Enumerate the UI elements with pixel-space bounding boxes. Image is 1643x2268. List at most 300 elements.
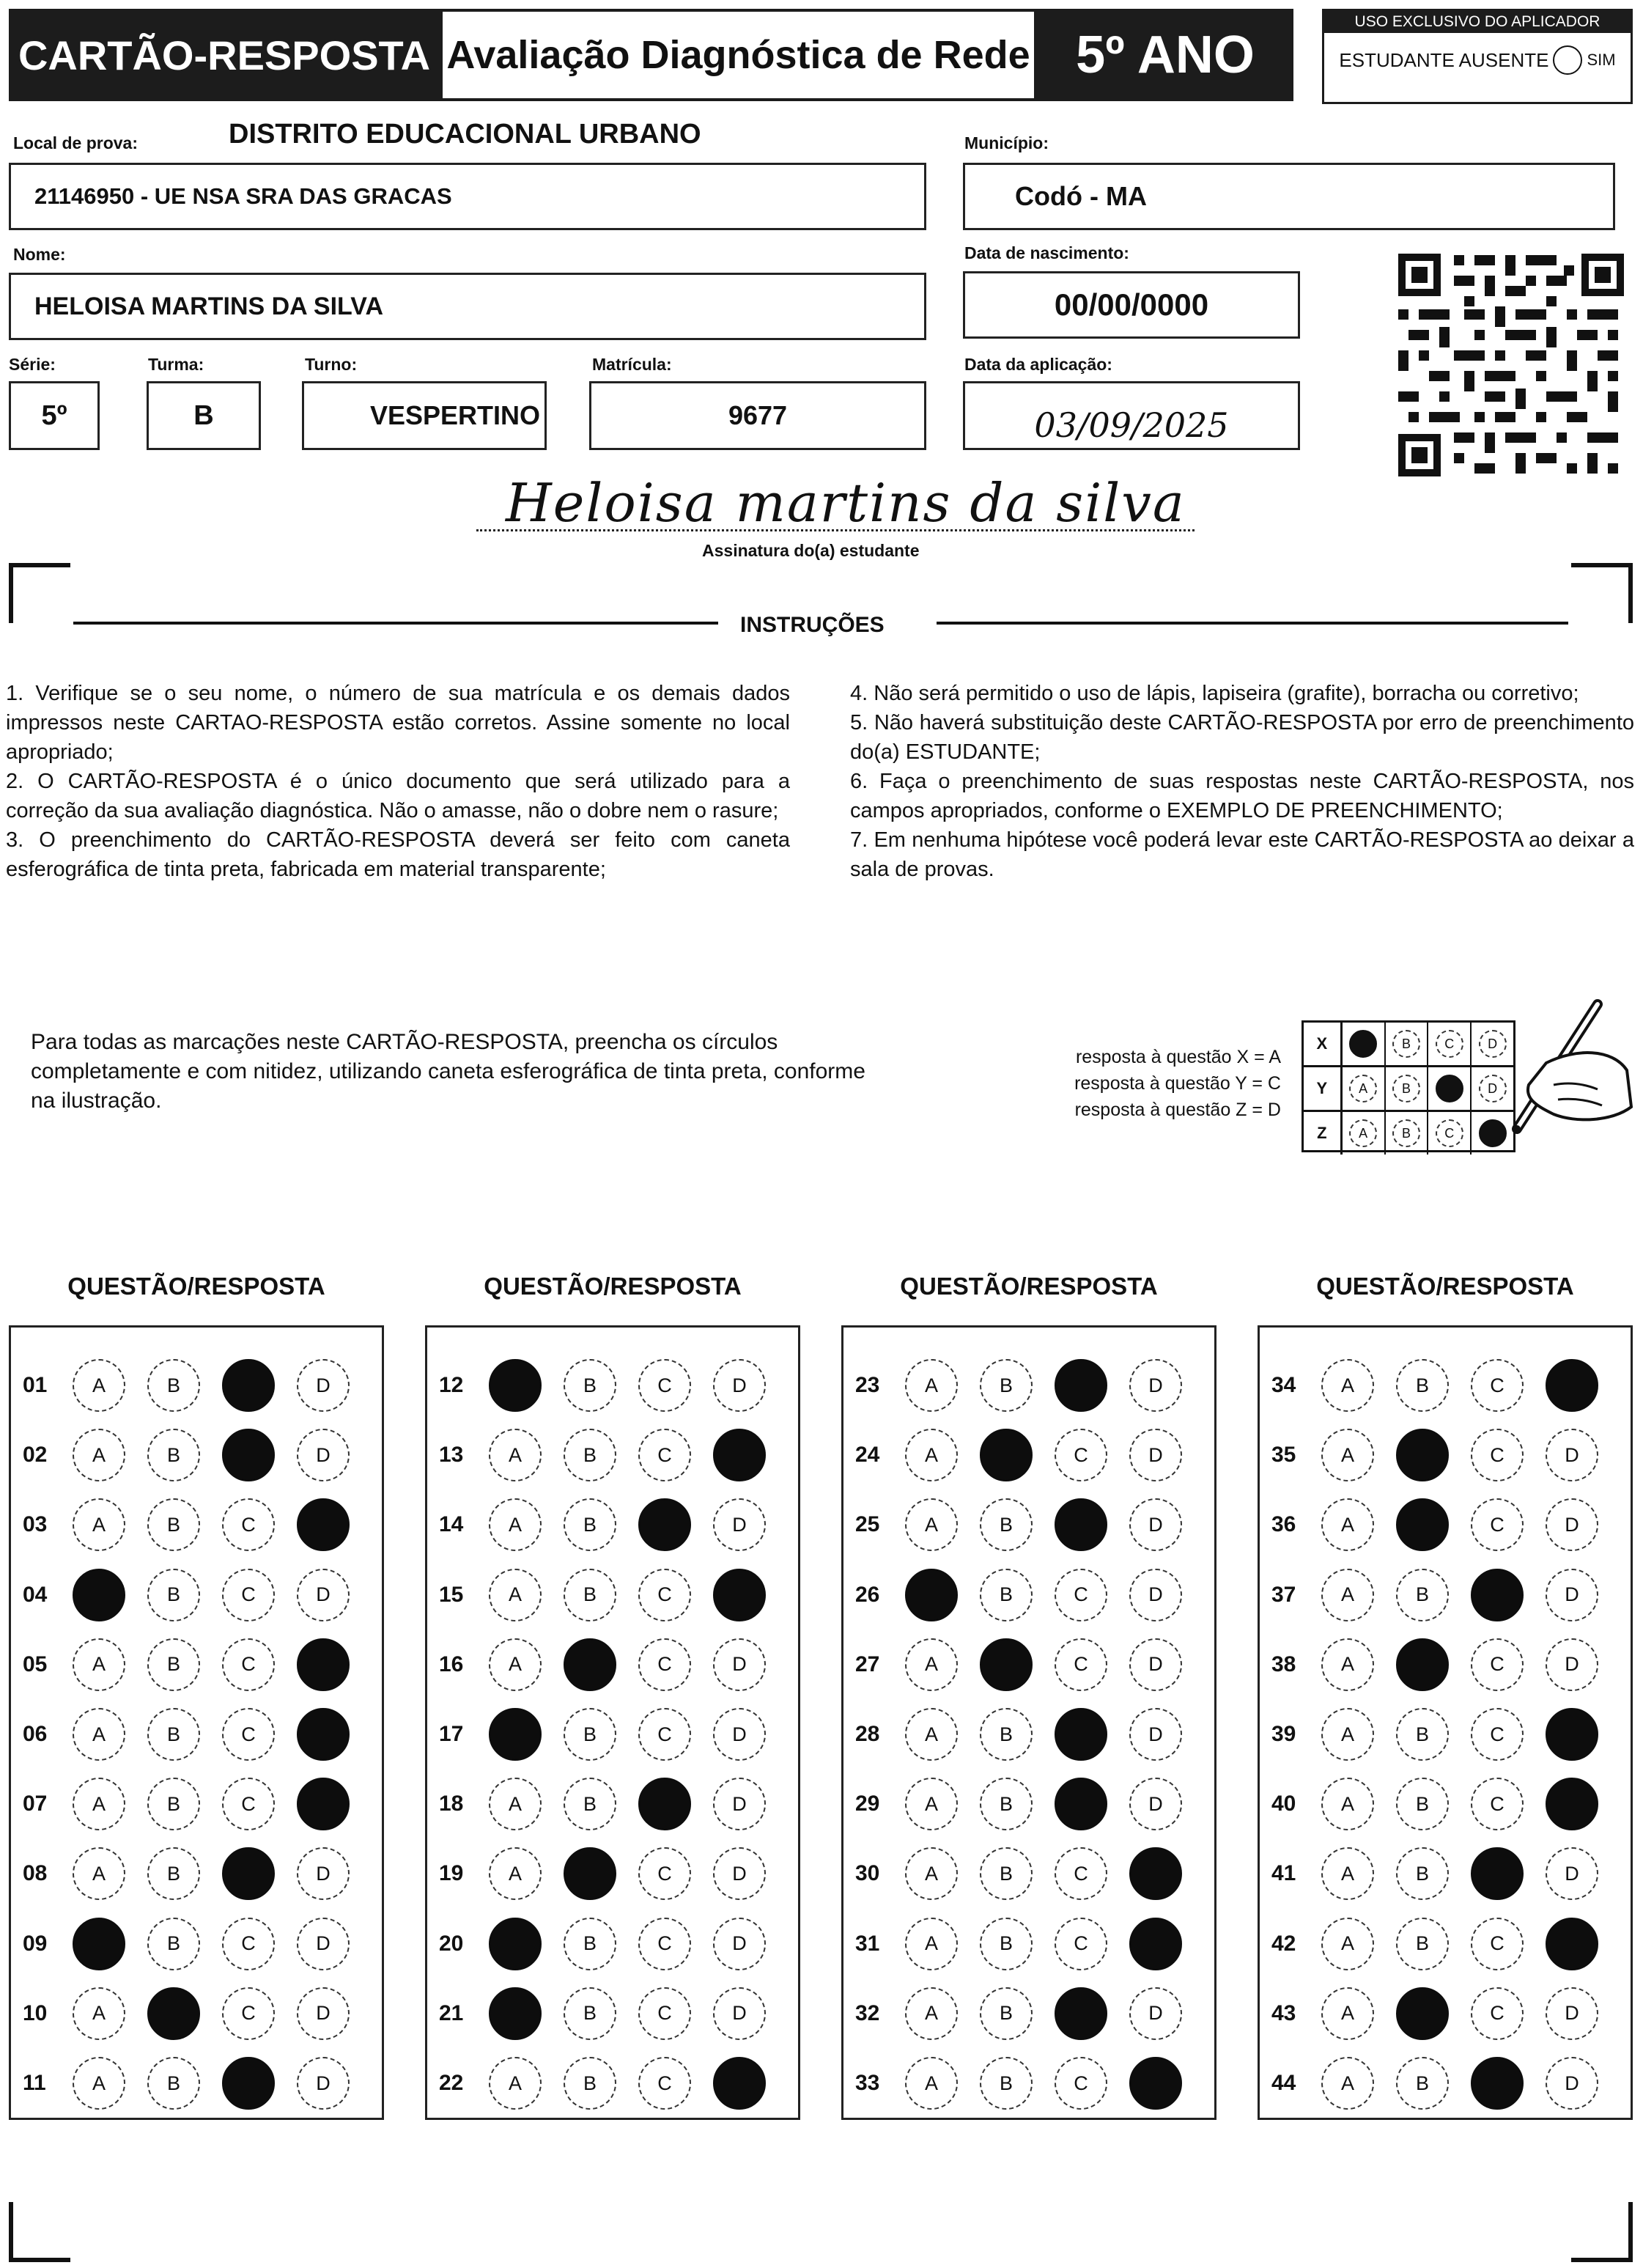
answer-bubble-d[interactable]: D [1129,1778,1182,1830]
answer-bubble-b[interactable] [980,1638,1033,1691]
district-name: DISTRITO EDUCACIONAL URBANO [229,119,701,150]
answer-bubble-a[interactable]: A [489,2057,542,2110]
shift-field: VESPERTINO [302,381,547,450]
answer-bubble-d[interactable]: D [1546,1638,1598,1691]
answer-bubble-b[interactable] [980,1429,1033,1481]
answer-bubble-b[interactable]: B [147,2057,200,2110]
exam-site-label: Local de prova: [13,133,138,152]
answer-bubble-a[interactable]: A [1321,1429,1374,1481]
answer-row [843,1569,1214,1621]
answer-bubble-a[interactable]: A [905,1987,958,2040]
answer-bubble-c[interactable]: C [1471,1778,1524,1830]
answer-bubble-a[interactable]: A [489,1847,542,1900]
answer-bubble-d[interactable] [297,1778,350,1830]
answer-row [11,1429,382,1481]
answer-bubble-a[interactable]: A [1321,2057,1374,2110]
answer-bubble-b[interactable]: B [147,1569,200,1621]
instructions-title: INSTRUÇÕES [740,613,885,637]
answer-bubble-c[interactable] [1055,1708,1107,1761]
grade-field: 5º [9,381,100,450]
question-number: 35 [1271,1443,1296,1468]
answer-row [1260,1360,1631,1411]
answer-bubble-c[interactable]: C [1055,1918,1107,1970]
answer-bubble-d[interactable] [297,1498,350,1551]
answer-bubble-d[interactable]: D [713,1987,766,2040]
answer-bubble-a[interactable]: A [73,1778,125,1830]
answer-bubble-a[interactable]: A [73,1987,125,2040]
answer-bubble-a[interactable]: A [1321,1708,1374,1761]
answer-bubble-d[interactable] [713,1429,766,1481]
answer-bubble-b[interactable]: B [980,1778,1033,1830]
example-bubble-b: B [1392,1075,1420,1102]
answer-block [1258,1325,1633,2120]
answer-bubble-a[interactable]: A [905,1638,958,1691]
answer-bubble-d[interactable]: D [713,1638,766,1691]
answer-bubble-c[interactable]: C [1055,1569,1107,1621]
answer-bubble-a[interactable] [489,1918,542,1970]
question-number: 40 [1271,1792,1296,1816]
answer-bubble-d[interactable]: D [1546,1498,1598,1551]
example-cell [1386,1112,1429,1155]
answer-bubble-b[interactable]: B [980,2057,1033,2110]
answer-bubble-b[interactable]: B [147,1778,200,1830]
answer-row [427,1360,798,1411]
answer-bubble-b[interactable] [147,1987,200,2040]
answer-bubble-c[interactable]: C [1055,1429,1107,1481]
corner-mark-bottom-left [9,2202,70,2262]
answer-bubble-c[interactable]: C [1471,1429,1524,1481]
answer-bubble-d[interactable]: D [1546,1569,1598,1621]
question-number: 39 [1271,1722,1296,1746]
answer-row [427,1639,798,1690]
answer-row [427,1988,798,2039]
answer-bubble-d[interactable]: D [297,1987,350,2040]
answer-bubble-c[interactable] [222,1429,275,1481]
municipality-label: Município: [964,133,1049,152]
answer-bubble-d[interactable] [713,2057,766,2110]
answer-bubble-b[interactable]: B [147,1429,200,1481]
answer-bubble-d[interactable] [1546,1708,1598,1761]
question-number: 18 [439,1792,464,1816]
answer-bubble-a[interactable]: A [1321,1638,1374,1691]
example-bubble-b: B [1392,1030,1420,1058]
example-bubble-a [1349,1030,1377,1058]
applicator-box [1322,9,1633,104]
answer-row [1260,1709,1631,1760]
answer-bubble-d[interactable]: D [713,1778,766,1830]
answer-bubble-d[interactable]: D [1546,1429,1598,1481]
fill-note: Para todas as marcações neste CARTÃO-RESPOSTA, preencha os círculos completamente e com nitidez, utilizando caneta esferográfica de tinta preta, conforme na ilustração. [31,1030,865,1113]
answer-row [843,2058,1214,2109]
answer-bubble-b[interactable] [1396,1429,1449,1481]
answer-bubble-a[interactable]: A [1321,1918,1374,1970]
answer-bubble-d[interactable]: D [1129,1708,1182,1761]
answer-row [427,1778,798,1830]
question-number: 01 [23,1373,48,1397]
answer-bubble-b[interactable]: B [1396,1918,1449,1970]
question-number: 33 [855,2071,880,2095]
example-legend-z: resposta à questão Z = D [1074,1100,1281,1120]
answer-bubble-d[interactable]: D [1129,1359,1182,1412]
answer-block [9,1325,384,2120]
answer-bubble-c[interactable] [1471,1569,1524,1621]
question-number: 16 [439,1652,464,1676]
answer-row [11,1569,382,1621]
answer-row [11,1499,382,1550]
answer-bubble-a[interactable]: A [1321,1987,1374,2040]
answer-bubble-c[interactable] [1055,1778,1107,1830]
column-header: QUESTÃO/RESPOSTA [484,1273,742,1300]
answer-bubble-b[interactable]: B [147,1638,200,1691]
question-number: 04 [23,1582,48,1607]
example-bubble-a: A [1349,1119,1377,1147]
answer-bubble-d[interactable] [297,1638,350,1691]
answer-bubble-c[interactable]: C [638,1987,691,2040]
answer-bubble-a[interactable]: A [905,1918,958,1970]
example-row-label: Y [1304,1067,1343,1110]
answer-bubble-d[interactable] [297,1708,350,1761]
answer-bubble-b[interactable]: B [147,1498,200,1551]
question-number: 09 [23,1931,48,1956]
answer-bubble-c[interactable]: C [638,1638,691,1691]
answer-bubble-d[interactable]: D [713,1918,766,1970]
example-cell [1343,1067,1386,1110]
question-number: 44 [1271,2071,1296,2095]
answer-bubble-b[interactable]: B [564,2057,616,2110]
exam-site-field: 21146950 - UE NSA SRA DAS GRACAS [9,163,926,230]
answer-row [843,1988,1214,2039]
birth-field: 00/00/0000 [963,271,1300,339]
answer-bubble-c[interactable]: C [1471,1638,1524,1691]
answer-bubble-d[interactable] [1546,1359,1598,1412]
answer-bubble-b[interactable]: B [980,1987,1033,2040]
answer-row [427,1429,798,1481]
answer-bubble-c[interactable]: C [638,1569,691,1621]
answer-bubble-a[interactable]: A [905,1498,958,1551]
answer-bubble-c[interactable]: C [1055,1847,1107,1900]
answer-bubble-d[interactable]: D [297,1569,350,1621]
answer-row [427,2058,798,2109]
answer-bubble-c[interactable] [222,2057,275,2110]
answer-bubble-c[interactable] [638,1498,691,1551]
answer-bubble-a[interactable]: A [73,1638,125,1691]
answer-bubble-b[interactable] [564,1638,616,1691]
answer-bubble-b[interactable]: B [564,1429,616,1481]
answer-bubble-a[interactable] [489,1708,542,1761]
question-number: 41 [1271,1861,1296,1886]
answer-bubble-c[interactable]: C [222,1987,275,2040]
example-legend [1032,1044,1281,1123]
answer-bubble-c[interactable]: C [222,1638,275,1691]
answer-bubble-d[interactable] [1546,1918,1598,1970]
answer-bubble-d[interactable]: D [1546,2057,1598,2110]
answer-bubble-b[interactable]: B [1396,1359,1449,1412]
answer-bubble-b[interactable]: B [980,1847,1033,1900]
answer-bubble-d[interactable]: D [713,1708,766,1761]
question-number: 03 [23,1512,48,1537]
instructions-rule-right [937,622,1568,625]
answer-bubble-b[interactable]: B [564,1569,616,1621]
example-bubble-d: D [1479,1030,1507,1058]
example-legend-y: resposta à questão Y = C [1074,1073,1281,1094]
answer-row [1260,1429,1631,1481]
answer-bubble-b[interactable]: B [980,1918,1033,1970]
answer-bubble-b[interactable] [1396,1498,1449,1551]
answer-bubble-c[interactable]: C [1471,1708,1524,1761]
example-row-label: Z [1304,1112,1343,1155]
answer-bubble-b[interactable] [1396,1987,1449,2040]
answer-bubble-c[interactable]: C [1471,1359,1524,1412]
answer-row [11,1848,382,1899]
instruction-2: 2. O CARTÃO-RESPOSTA é o único documento que será utilizado para a correção da sua avaliação diagnóstica. Não o amasse, não o dobre nem o rasure; [6,770,790,822]
answer-row [1260,1918,1631,1970]
column-header: QUESTÃO/RESPOSTA [67,1273,325,1300]
example-bubble-d: D [1479,1075,1507,1102]
answer-bubble-a[interactable]: A [1321,1847,1374,1900]
example-cell [1386,1067,1429,1110]
answer-bubble-b[interactable]: B [564,1498,616,1551]
answer-bubble-d[interactable]: D [297,1359,350,1412]
question-number: 02 [23,1443,48,1468]
answer-bubble-a[interactable]: A [489,1778,542,1830]
question-number: 23 [855,1373,880,1397]
answer-bubble-b[interactable]: B [564,1918,616,1970]
answer-bubble-c[interactable]: C [222,1498,275,1551]
answer-bubble-b[interactable]: B [980,1498,1033,1551]
answer-bubble-b[interactable]: B [564,1987,616,2040]
answer-bubble-a[interactable] [73,1918,125,1970]
answer-bubble-d[interactable]: D [1129,1638,1182,1691]
example-cell [1343,1112,1386,1155]
answer-bubble-d[interactable]: D [297,2057,350,2110]
answer-bubble-c[interactable]: C [638,1847,691,1900]
answer-bubble-d[interactable]: D [713,1498,766,1551]
answer-bubble-b[interactable]: B [147,1708,200,1761]
absent-label: ESTUDANTE AUSENTE [1339,48,1549,71]
corner-mark-top-right [1571,563,1633,623]
answer-bubble-a[interactable]: A [905,1847,958,1900]
answer-bubble-d[interactable] [1546,1778,1598,1830]
absent-checkbox[interactable] [1553,45,1582,75]
answer-row [843,1918,1214,1970]
answer-bubble-d[interactable]: D [1129,1498,1182,1551]
answer-bubble-b[interactable]: B [1396,2057,1449,2110]
answer-bubble-a[interactable] [73,1569,125,1621]
answer-bubble-c[interactable]: C [222,1778,275,1830]
answer-row [1260,1848,1631,1899]
answer-bubble-a[interactable]: A [489,1638,542,1691]
answer-row [843,1360,1214,1411]
answer-bubble-d[interactable] [713,1569,766,1621]
question-number: 15 [439,1582,464,1607]
answer-bubble-c[interactable] [222,1847,275,1900]
answer-row [11,1988,382,2039]
answer-bubble-c[interactable]: C [222,1918,275,1970]
answer-bubble-a[interactable]: A [1321,1569,1374,1621]
answer-bubble-b[interactable]: B [1396,1847,1449,1900]
answer-bubble-c[interactable]: C [638,1918,691,1970]
student-signature: Heloisa martins da silva [506,472,1186,534]
answer-bubble-a[interactable]: A [73,1498,125,1551]
answer-bubble-c[interactable] [1055,1359,1107,1412]
answer-bubble-c[interactable]: C [222,1569,275,1621]
answer-bubble-b[interactable]: B [147,1359,200,1412]
answer-bubble-b[interactable] [564,1847,616,1900]
answer-bubble-c[interactable]: C [1055,1638,1107,1691]
question-number: 24 [855,1443,880,1468]
answer-bubble-c[interactable]: C [1055,2057,1107,2110]
answer-bubble-c[interactable] [1055,1498,1107,1551]
answer-bubble-d[interactable]: D [1129,1569,1182,1621]
class-field: B [147,381,261,450]
answer-bubble-d[interactable]: D [297,1847,350,1900]
answer-bubble-a[interactable]: A [489,1498,542,1551]
answer-row [1260,1569,1631,1621]
absent-yes-label: SIM [1587,51,1616,69]
answer-bubble-a[interactable]: A [905,1708,958,1761]
answer-row [843,1848,1214,1899]
answer-row [843,1709,1214,1760]
answer-bubble-a[interactable]: A [73,1359,125,1412]
answer-bubble-b[interactable]: B [564,1359,616,1412]
answer-bubble-a[interactable]: A [1321,1778,1374,1830]
answer-bubble-b[interactable]: B [980,1359,1033,1412]
answer-bubble-a[interactable]: A [73,1708,125,1761]
answer-bubble-c[interactable] [1471,1847,1524,1900]
answer-bubble-c[interactable]: C [1471,1498,1524,1551]
instructions-left [6,679,790,884]
answer-bubble-a[interactable]: A [1321,1359,1374,1412]
example-legend-x: resposta à questão X = A [1075,1047,1281,1067]
answer-bubble-b[interactable]: B [1396,1569,1449,1621]
answer-block [841,1325,1216,2120]
answer-bubble-d[interactable]: D [1129,1429,1182,1481]
example-cell [1343,1023,1386,1065]
instructions-right [850,679,1634,884]
question-number: 43 [1271,2000,1296,2025]
answer-bubble-b[interactable]: B [147,1918,200,1970]
class-label: Turma: [148,355,204,374]
answer-bubble-a[interactable]: A [905,2057,958,2110]
answer-bubble-c[interactable] [1471,2057,1524,2110]
card-title: CARTÃO-RESPOSTA [9,9,440,101]
pen-illustration-icon [1495,997,1642,1158]
birth-label: Data de nascimento: [964,243,1129,262]
answer-bubble-d[interactable]: D [1546,1987,1598,2040]
answer-bubble-a[interactable] [905,1569,958,1621]
answer-bubble-d[interactable]: D [713,1359,766,1412]
answer-bubble-c[interactable]: C [1471,1918,1524,1970]
answer-row [11,2058,382,2109]
answer-bubble-a[interactable]: A [73,2057,125,2110]
qr-code [1395,251,1627,479]
answer-row [11,1639,382,1690]
answer-bubble-b[interactable]: B [147,1847,200,1900]
answer-bubble-a[interactable]: A [905,1359,958,1412]
answer-bubble-d[interactable]: D [713,1847,766,1900]
name-field: HELOISA MARTINS DA SILVA [9,273,926,340]
column-header: QUESTÃO/RESPOSTA [1316,1273,1574,1300]
question-number: 25 [855,1512,880,1537]
answer-bubble-c[interactable]: C [638,1359,691,1412]
question-number: 34 [1271,1373,1296,1397]
answer-row [1260,1778,1631,1830]
answer-bubble-a[interactable]: A [489,1569,542,1621]
corner-mark-top-left [9,563,70,623]
signature-label: Assinatura do(a) estudante [702,541,920,560]
question-number: 13 [439,1443,464,1468]
answer-bubble-a[interactable]: A [905,1429,958,1481]
answer-bubble-a[interactable] [489,1987,542,2040]
question-number: 06 [23,1722,48,1746]
answer-bubble-a[interactable]: A [73,1847,125,1900]
applicator-only-label: USO EXCLUSIVO DO APLICADOR [1324,11,1631,33]
answer-row [427,1499,798,1550]
answer-bubble-b[interactable]: B [1396,1778,1449,1830]
answer-bubble-a[interactable]: A [905,1778,958,1830]
answer-bubble-c[interactable] [638,1778,691,1830]
example-row [1304,1023,1513,1067]
answer-bubble-d[interactable]: D [297,1429,350,1481]
answer-row [843,1429,1214,1481]
question-number: 27 [855,1652,880,1676]
answer-bubble-c[interactable]: C [222,1708,275,1761]
answer-bubble-d[interactable]: D [1546,1847,1598,1900]
name-label: Nome: [13,245,66,264]
instruction-3: 3. O preenchimento do CARTÃO-RESPOSTA deverá ser feito com caneta esferográfica de tinta preta, fabricada em material transparente; [6,828,790,881]
answer-bubble-c[interactable]: C [1471,1987,1524,2040]
answer-bubble-a[interactable]: A [1321,1498,1374,1551]
answer-bubble-b[interactable]: B [980,1569,1033,1621]
question-number: 14 [439,1512,464,1537]
answer-bubble-a[interactable] [489,1359,542,1412]
answer-bubble-c[interactable]: C [638,1708,691,1761]
example-bubble-a: A [1349,1075,1377,1102]
answer-bubble-a[interactable]: A [489,1429,542,1481]
answer-bubble-d[interactable]: D [297,1918,350,1970]
answer-bubble-b[interactable]: B [1396,1708,1449,1761]
answer-bubble-a[interactable]: A [73,1429,125,1481]
answer-bubble-c[interactable] [1055,1987,1107,2040]
answer-bubble-c[interactable]: C [638,2057,691,2110]
answer-bubble-d[interactable] [1129,1847,1182,1900]
application-date-label: Data da aplicação: [964,355,1112,374]
answer-bubble-d[interactable] [1129,1918,1182,1970]
answer-bubble-b[interactable] [1396,1638,1449,1691]
answer-row [11,1360,382,1411]
question-number: 36 [1271,1512,1296,1537]
instruction-5: 5. Não haverá substituição deste CARTÃO-RESPOSTA por erro de preenchimento do(a) ESTUDANTE; [850,711,1634,764]
answer-row [1260,1639,1631,1690]
municipality-field: Codó - MA [963,163,1615,230]
example-bubble-b: B [1392,1119,1420,1147]
answer-row [843,1778,1214,1830]
answer-bubble-b[interactable]: B [980,1708,1033,1761]
grade-badge: 5º ANO [1037,9,1293,101]
answer-bubble-c[interactable] [222,1359,275,1412]
question-number: 19 [439,1861,464,1886]
answer-bubble-d[interactable] [1129,2057,1182,2110]
answer-bubble-b[interactable]: B [564,1708,616,1761]
answer-bubble-d[interactable]: D [1129,1987,1182,2040]
question-number: 31 [855,1931,880,1956]
example-cell [1428,1067,1472,1110]
answer-bubble-b[interactable]: B [564,1778,616,1830]
application-date-field: 03/09/2025 [963,381,1300,450]
question-number: 22 [439,2071,464,2095]
answer-bubble-c[interactable]: C [638,1429,691,1481]
question-number: 12 [439,1373,464,1397]
